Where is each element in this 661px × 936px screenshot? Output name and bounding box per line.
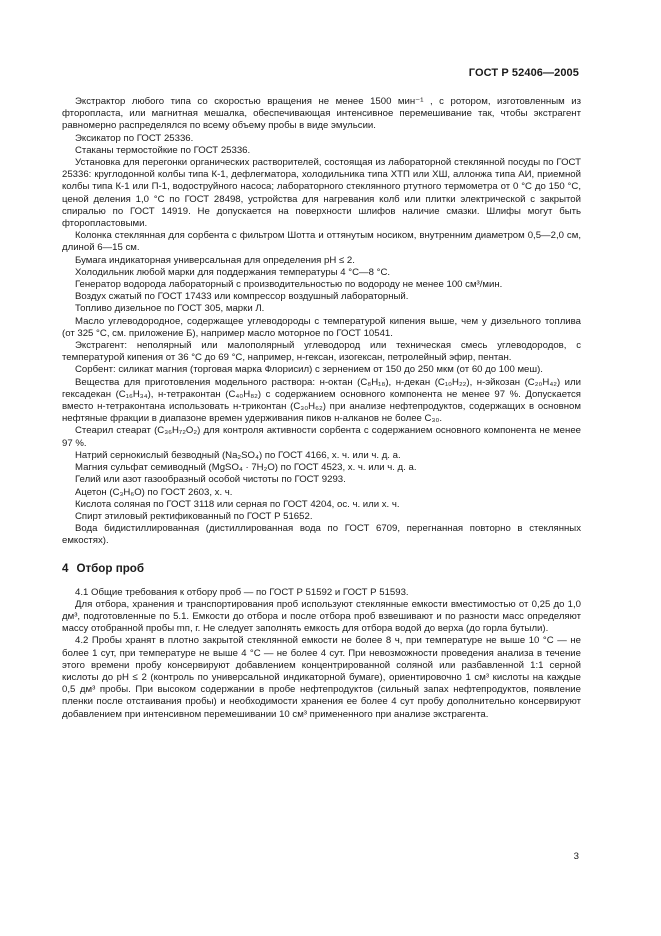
paragraph: Спирт этиловый ректификованный по ГОСТ Р 51652. bbox=[75, 510, 313, 522]
paragraph: Магния сульфат семиводный (MgSO₄ · 7H₂O) по ГОСТ 4523, х. ч. или ч. д. а. bbox=[75, 462, 417, 474]
page-body bbox=[62, 96, 581, 721]
paragraph: Экстрагент: неполярный или малополярный углеводород или техническая смесь углеводородов, с температурой кипения от 36 °С до 69 °С, например, н-гексан, изогексан, петролейный эфир, пентан. bbox=[62, 340, 581, 364]
paragraph: Установка для перегонки органических растворителей, состоящая из лабораторной стеклянной посуды по ГОСТ 25336: круглодонной колбы типа К-1, дефлегматора, холодильника типа ХТП или ХШ, аллонжа типа АИ, приемной колбы типа К-1 или П-1, водоструйного насоса; лабораторного стеклянного ртутного термометра от 0 °С до 150 °С, ценой деления 1,0 °С по ГОСТ 28498, устройства для нагревания колб или плитки электрической с закрытой спиралью по ГОСТ 14919. Не допускается на поверхности шлифов наличие смазки. Шлифы могут быть фторопластовыми. bbox=[62, 157, 581, 230]
paragraph: Эксикатор по ГОСТ 25336. bbox=[75, 132, 194, 144]
paragraph: Сорбент: силикат магния (торговая марка Флорисил) с зернением от 150 до 250 мкм (от 60 до 100 меш). bbox=[75, 364, 543, 376]
paragraph: Гелий или азот газообразный особой чистоты по ГОСТ 9293. bbox=[75, 474, 346, 486]
paragraph: Для отбора, хранения и транспортирования проб используют стеклянные емкости вместимостью от 0,25 до 1,0 дм³, подготовленные по 5.1. Емкости до отбора и после отбора проб взвешивают и по разности масс определяют массу отобранной пробы mп, г. Не следует заполнять емкость для отбора водой до верха (до горла бутыли). bbox=[62, 598, 581, 635]
paragraph: Масло углеводородное, содержащее углеводороды с температурой кипения выше, чем у дизельного топлива (от 325 °С, см. приложение Б), например масло моторное по ГОСТ 10541. bbox=[62, 315, 581, 339]
document-header: ГОСТ Р 52406—2005 bbox=[468, 67, 579, 79]
paragraph: Стаканы термостойкие по ГОСТ 25336. bbox=[75, 144, 251, 156]
paragraph: Стеарил стеарат (C₃₆H₇₂O₂) для контроля активности сорбента с содержанием основного компонента не менее 97 %. bbox=[62, 425, 581, 449]
paragraph: Ацетон (C₃H₆O) по ГОСТ 2603, х. ч. bbox=[75, 486, 233, 498]
page-number: 3 bbox=[573, 851, 579, 862]
section-heading bbox=[62, 562, 581, 576]
paragraph: Воздух сжатый по ГОСТ 17433 или компрессор воздушный лабораторный. bbox=[75, 291, 409, 303]
paragraph: Холодильник любой марки для поддержания температуры 4 °С—8 °С. bbox=[75, 266, 391, 278]
paragraph: Вода бидистиллированная (дистиллированная вода по ГОСТ 6709, перегнанная повторно в стеклянных емкостях). bbox=[62, 523, 581, 547]
section-title: Отбор проб bbox=[76, 561, 145, 575]
paragraph: Топливо дизельное по ГОСТ 305, марки Л. bbox=[75, 303, 265, 315]
section-number: 4 bbox=[62, 561, 69, 575]
paragraph: Вещества для приготовления модельного раствора: н-октан (C₈H₁₈), н-декан (C₁₀H₂₂), н-эйкозан (C₂₀H₄₂) или гексадекан (C₁₆H₃₄), н-тетраконтан (C₄₀H₈₂) с содержанием основного компонента не менее 97 %. Допускается вместо н-тетраконтана использовать н-триконтан (C₃₀H₆₂) при анализе нефтепродуктов, содержащих в основном нефтяные фракции в диапазоне времен удерживания пиков н-алканов не более C₃₀. bbox=[62, 376, 581, 425]
paragraph: Натрий сернокислый безводный (Na₂SO₄) по ГОСТ 4166, х. ч. или ч. д. а. bbox=[75, 449, 401, 461]
paragraph: 4.2 Пробы хранят в плотно закрытой стеклянной емкости не более 8 ч, при температуре не выше 10 °С — не более 1 сут, при температуре не выше 4 °С — не более 4 сут. При невозможности проведения анализа в течение этого времени пробу консервируют добавлением концентрированной соляной или разбавленной 1:1 серной кислоты до рН ≤ 2 (контроль по универсальной индикаторной бумаге), ориентировочно 1 см³ кислоты на каждые 0,5 дм³ пробы. При высоком содержании в пробе нефтепродуктов (сильный запах нефтепродуктов, появление пленки после отстаивания пробы) и необходимости хранения ее более 4 сут пробу дополнительно консервируют добавлением при интенсивном перемешивании 10 см³ примененного при анализе экстрагента. bbox=[62, 635, 581, 720]
paragraph: 4.1 Общие требования к отбору проб — по ГОСТ Р 51592 и ГОСТ Р 51593. bbox=[75, 586, 409, 598]
paragraph: Колонка стеклянная для сорбента с фильтром Шотта и оттянутым носиком, внутренним диаметром 0,5—2,0 см, длиной 6—15 см. bbox=[62, 230, 581, 254]
paragraph: Бумага индикаторная универсальная для определения рН ≤ 2. bbox=[75, 254, 355, 266]
paragraph: Экстрактор любого типа со скоростью вращения не менее 1500 мин⁻¹ , с ротором, изготовленным из фторопласта, или магнитная мешалка, обеспечивающая интенсивное перемешивание так, чтобы экстрагент равномерно распределялся по всему объему пробы в виде эмульсии. bbox=[62, 96, 581, 132]
paragraph: Кислота соляная по ГОСТ 3118 или серная по ГОСТ 4204, ос. ч. или х. ч. bbox=[75, 498, 400, 510]
paragraph: Генератор водорода лабораторный с производительностью по водороду не менее 100 см³/мин. bbox=[75, 279, 503, 291]
